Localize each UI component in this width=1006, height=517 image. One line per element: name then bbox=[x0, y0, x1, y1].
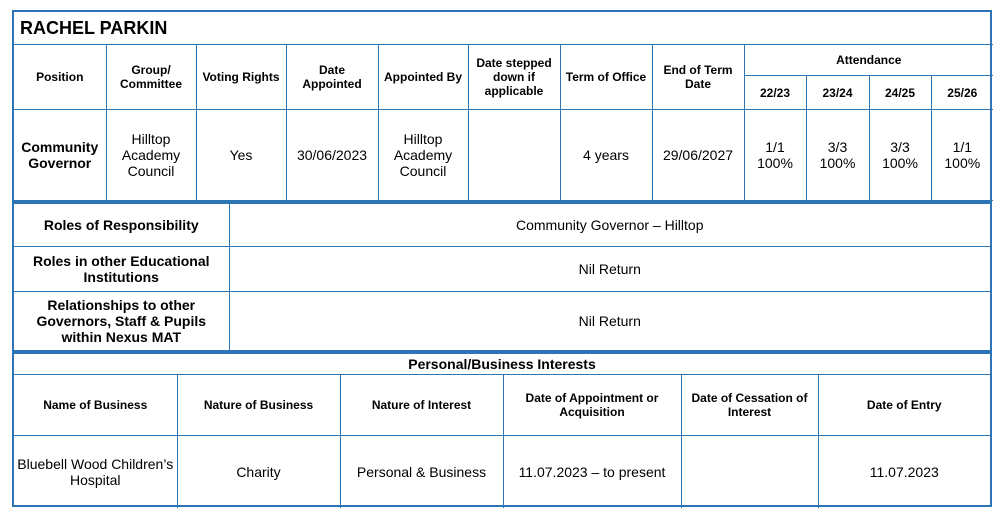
roles-value: Community Governor – Hilltop bbox=[229, 203, 990, 247]
governor-name: RACHEL PARKIN bbox=[14, 12, 993, 45]
cell-voting: Yes bbox=[196, 110, 286, 201]
header-voting: Voting Rights bbox=[196, 45, 286, 110]
attendance-fraction: 1/1 bbox=[765, 139, 785, 155]
cell-position: Community Governor bbox=[14, 110, 106, 201]
header-position: Position bbox=[14, 45, 106, 110]
header-appointed-by: Appointed By bbox=[378, 45, 468, 110]
cell-term: 4 years bbox=[560, 110, 652, 201]
cell-attendance bbox=[869, 110, 931, 201]
cell-appointed-by: Hilltop Academy Council bbox=[378, 110, 468, 201]
roles-label: Relationships to other Governors, Staff & Pupils within Nexus MAT bbox=[14, 292, 229, 351]
attendance-fraction: 3/3 bbox=[827, 139, 848, 155]
roles-table bbox=[14, 201, 990, 351]
header-year: 22/23 bbox=[744, 76, 806, 110]
cell-stepped-down bbox=[468, 110, 560, 201]
interests-header: Date of Cessation of Interest bbox=[681, 375, 818, 436]
attendance-fraction: 1/1 bbox=[952, 139, 973, 155]
interests-cell bbox=[681, 436, 818, 509]
attendance-percent: 100% bbox=[882, 155, 918, 171]
header-attendance: Attendance bbox=[744, 45, 993, 76]
cell-attendance bbox=[806, 110, 869, 201]
header-year: 24/25 bbox=[869, 76, 931, 110]
interests-header: Date of Appointment or Acquisition bbox=[503, 375, 681, 436]
cell-attendance bbox=[931, 110, 993, 201]
interests-title: Personal/Business Interests bbox=[14, 353, 990, 375]
interests-header: Nature of Business bbox=[177, 375, 340, 436]
header-year: 25/26 bbox=[931, 76, 993, 110]
cell-group: Hilltop Academy Council bbox=[106, 110, 196, 201]
interests-cell: 11.07.2023 bbox=[818, 436, 990, 509]
interests-cell: Personal & Business bbox=[340, 436, 503, 509]
roles-label: Roles of Responsibility bbox=[14, 203, 229, 247]
cell-end-term: 29/06/2027 bbox=[652, 110, 744, 201]
header-term: Term of Office bbox=[560, 45, 652, 110]
interests-header: Name of Business bbox=[14, 375, 177, 436]
attendance-fraction: 3/3 bbox=[890, 139, 910, 155]
roles-value: Nil Return bbox=[229, 292, 990, 351]
header-end-term: End of Term Date bbox=[652, 45, 744, 110]
interests-header: Nature of Interest bbox=[340, 375, 503, 436]
attendance-percent: 100% bbox=[757, 155, 793, 171]
cell-attendance bbox=[744, 110, 806, 201]
governor-details-table bbox=[14, 12, 993, 201]
interests-cell: 11.07.2023 – to present bbox=[503, 436, 681, 509]
cell-date-appointed: 30/06/2023 bbox=[286, 110, 378, 201]
roles-label: Roles in other Educational Institutions bbox=[14, 247, 229, 292]
header-year: 23/24 bbox=[806, 76, 869, 110]
roles-value: Nil Return bbox=[229, 247, 990, 292]
interests-table bbox=[14, 351, 990, 508]
attendance-percent: 100% bbox=[819, 155, 856, 171]
header-stepped-down: Date stepped down if applicable bbox=[468, 45, 560, 110]
header-group: Group/ Committee bbox=[106, 45, 196, 110]
header-date-appointed: Date Appointed bbox=[286, 45, 378, 110]
interests-cell: Bluebell Wood Children’s Hospital bbox=[14, 436, 177, 509]
governor-register-frame bbox=[12, 10, 992, 507]
interests-cell: Charity bbox=[177, 436, 340, 509]
attendance-percent: 100% bbox=[944, 155, 981, 171]
interests-header: Date of Entry bbox=[818, 375, 990, 436]
